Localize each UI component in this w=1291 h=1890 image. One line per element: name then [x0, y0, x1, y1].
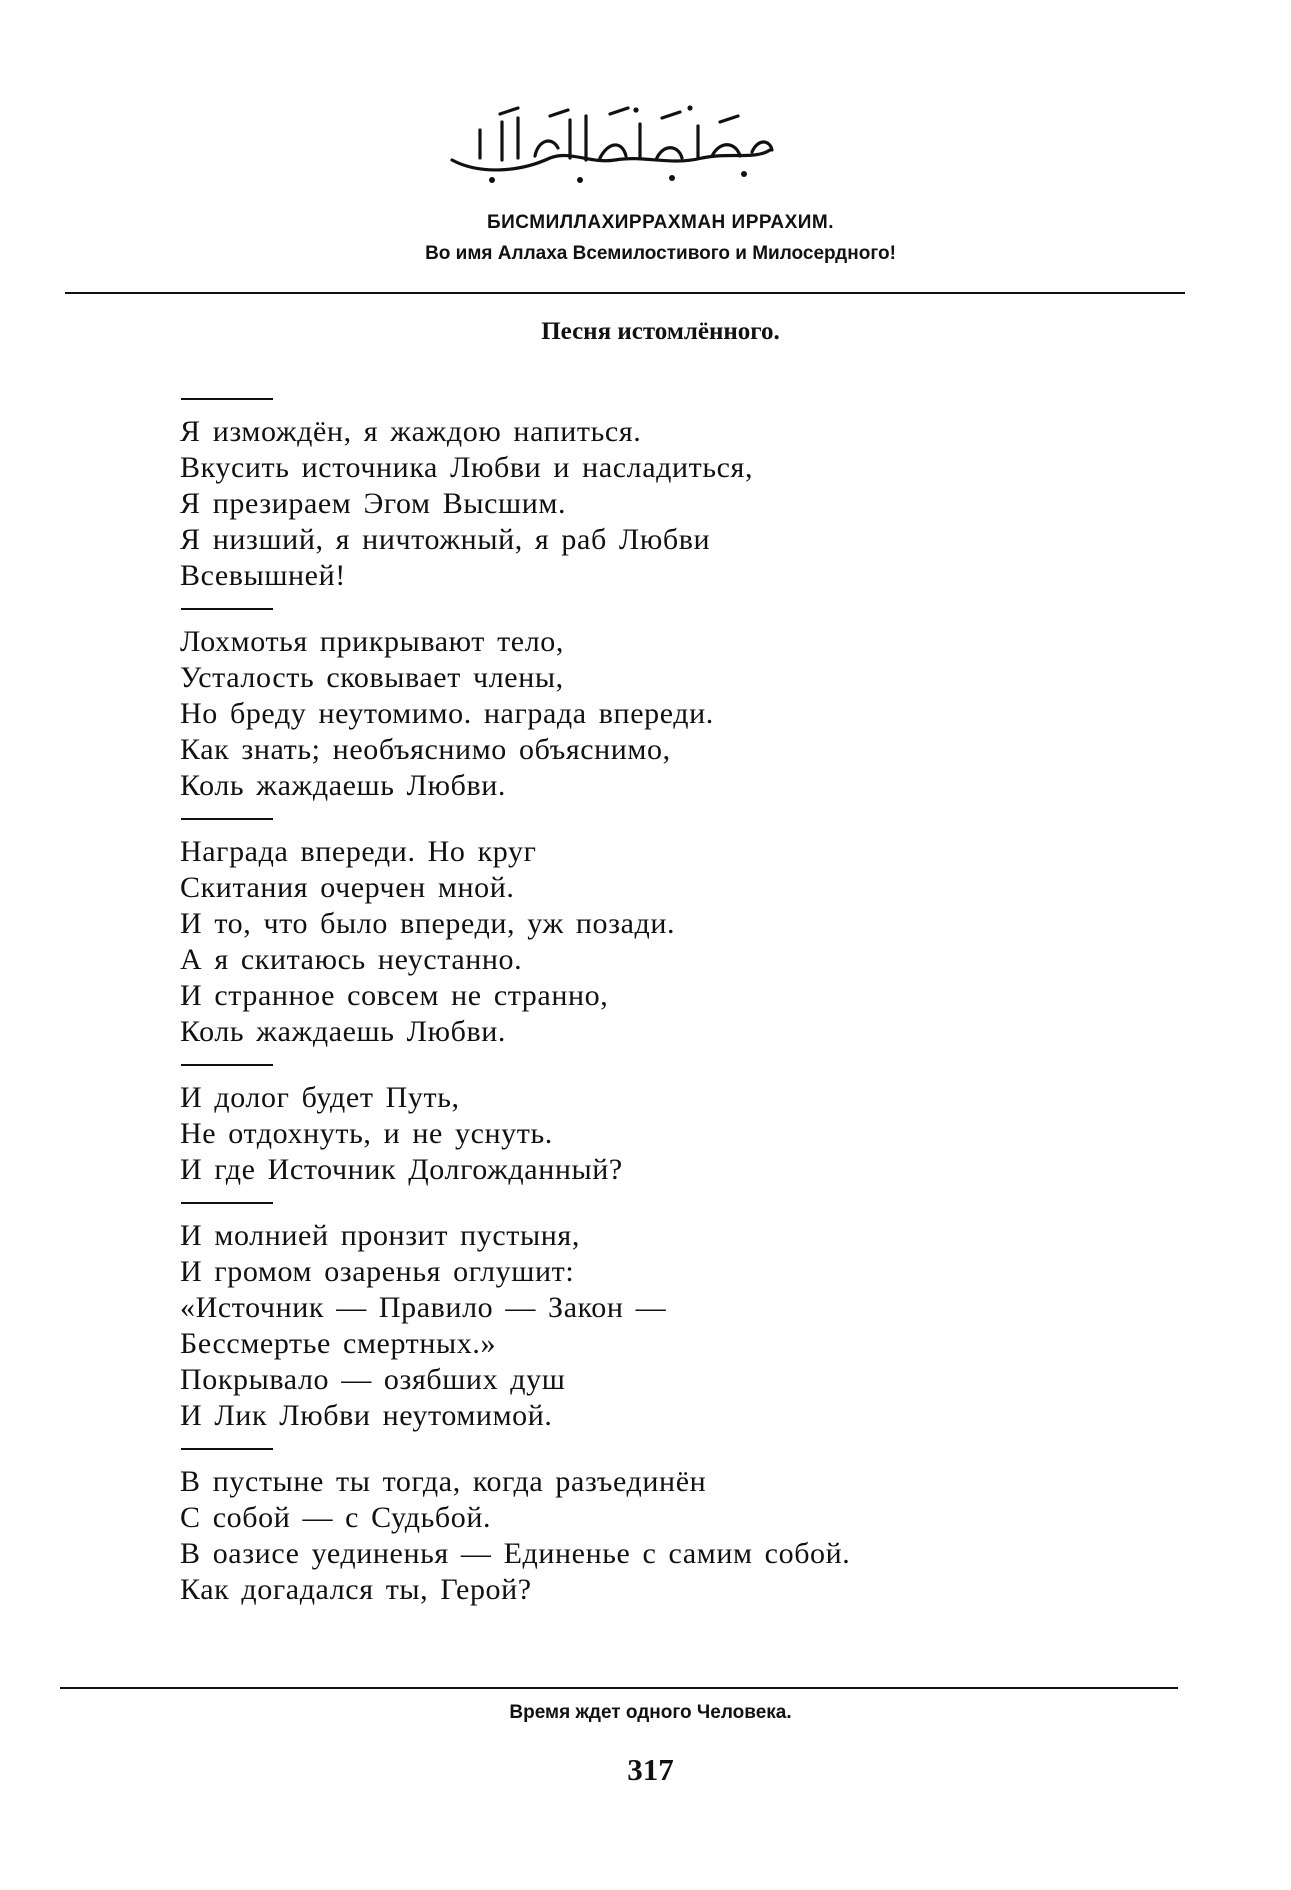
stanza-separator [181, 1448, 273, 1450]
poem-line: И молнией пронзит пустыня, [180, 1219, 580, 1252]
poem-title: Песня истомлённого. [541, 318, 780, 345]
poem-line: Я измождён, я жаждою напиться. [180, 415, 642, 448]
stanza-separator [181, 608, 273, 610]
poem-line: Всевышней! [180, 559, 346, 592]
poem-line: Бессмертье смертных.» [180, 1327, 497, 1360]
stanza [180, 1080, 1180, 1188]
poem-line: В пустыне ты тогда, когда разъединён [180, 1465, 707, 1498]
header-title: БИСМИЛЛАХИРРАХМАН ИРРАХИМ. [486, 212, 835, 233]
poem-line: С собой — с Судьбой. [180, 1501, 492, 1534]
poem-line: «Источник — Правило — Закон — [180, 1291, 667, 1324]
poem-line: И громом озаренья оглушит: [180, 1255, 575, 1288]
stanza-separator [181, 1202, 273, 1204]
poem-line: Как догадался ты, Герой? [180, 1573, 532, 1606]
poem-line: И где Источник Долгожданный? [180, 1153, 623, 1186]
poem-line: Вкусить источника Любви и насладиться, [180, 451, 754, 484]
stanza [180, 1218, 1180, 1434]
page-number: 317 [627, 1752, 674, 1787]
header-subtitle: Во имя Аллаха Всемилостивого и Милосердного! [425, 243, 896, 264]
poem-line: Коль жаждаешь Любви. [180, 1015, 506, 1048]
bottom-divider [60, 1687, 1178, 1689]
stanza-separator [181, 1064, 273, 1066]
poem-line: Награда впереди. Но круг [180, 835, 537, 868]
arabic-bismillah-calligraphy-icon [440, 100, 780, 190]
stanza-separator [181, 818, 273, 820]
poem-line: А я скитаюсь неустанно. [180, 943, 523, 976]
poem-line: Скитания очерчен мной. [180, 871, 515, 904]
poem-line: Как знать; необъяснимо объяснимо, [180, 733, 671, 766]
poem-line: Я презираем Эгом Высшим. [180, 487, 567, 520]
poem-line: Я низший, я ничтожный, я раб Любви [180, 523, 711, 556]
stanza [180, 414, 1180, 594]
top-divider [65, 292, 1185, 294]
poem-body [180, 398, 1180, 1622]
poem-line: Но бреду неутомимо. награда впереди. [180, 697, 714, 730]
poem-line: И Лик Любви неутомимой. [180, 1399, 553, 1432]
footer-caption: Время ждет одного Человека. [509, 1702, 792, 1723]
stanza [180, 624, 1180, 804]
poem-line: Усталость сковывает члены, [180, 661, 564, 694]
poem-line: И то, что было впереди, уж позади. [180, 907, 676, 940]
poem-line: В оазисе уединенья — Единенье с самим собой. [180, 1537, 851, 1570]
poem-line: Покрывало — озябших душ [180, 1363, 566, 1396]
poem-line: Лохмотья прикрывают тело, [180, 625, 564, 658]
poem-line: И странное совсем не странно, [180, 979, 609, 1012]
stanza-separator [181, 398, 273, 400]
poem-line: И долог будет Путь, [180, 1081, 460, 1114]
poem-line: Коль жаждаешь Любви. [180, 769, 506, 802]
poem-line: Не отдохнуть, и не уснуть. [180, 1117, 553, 1150]
stanza [180, 1464, 1180, 1608]
stanza [180, 834, 1180, 1050]
